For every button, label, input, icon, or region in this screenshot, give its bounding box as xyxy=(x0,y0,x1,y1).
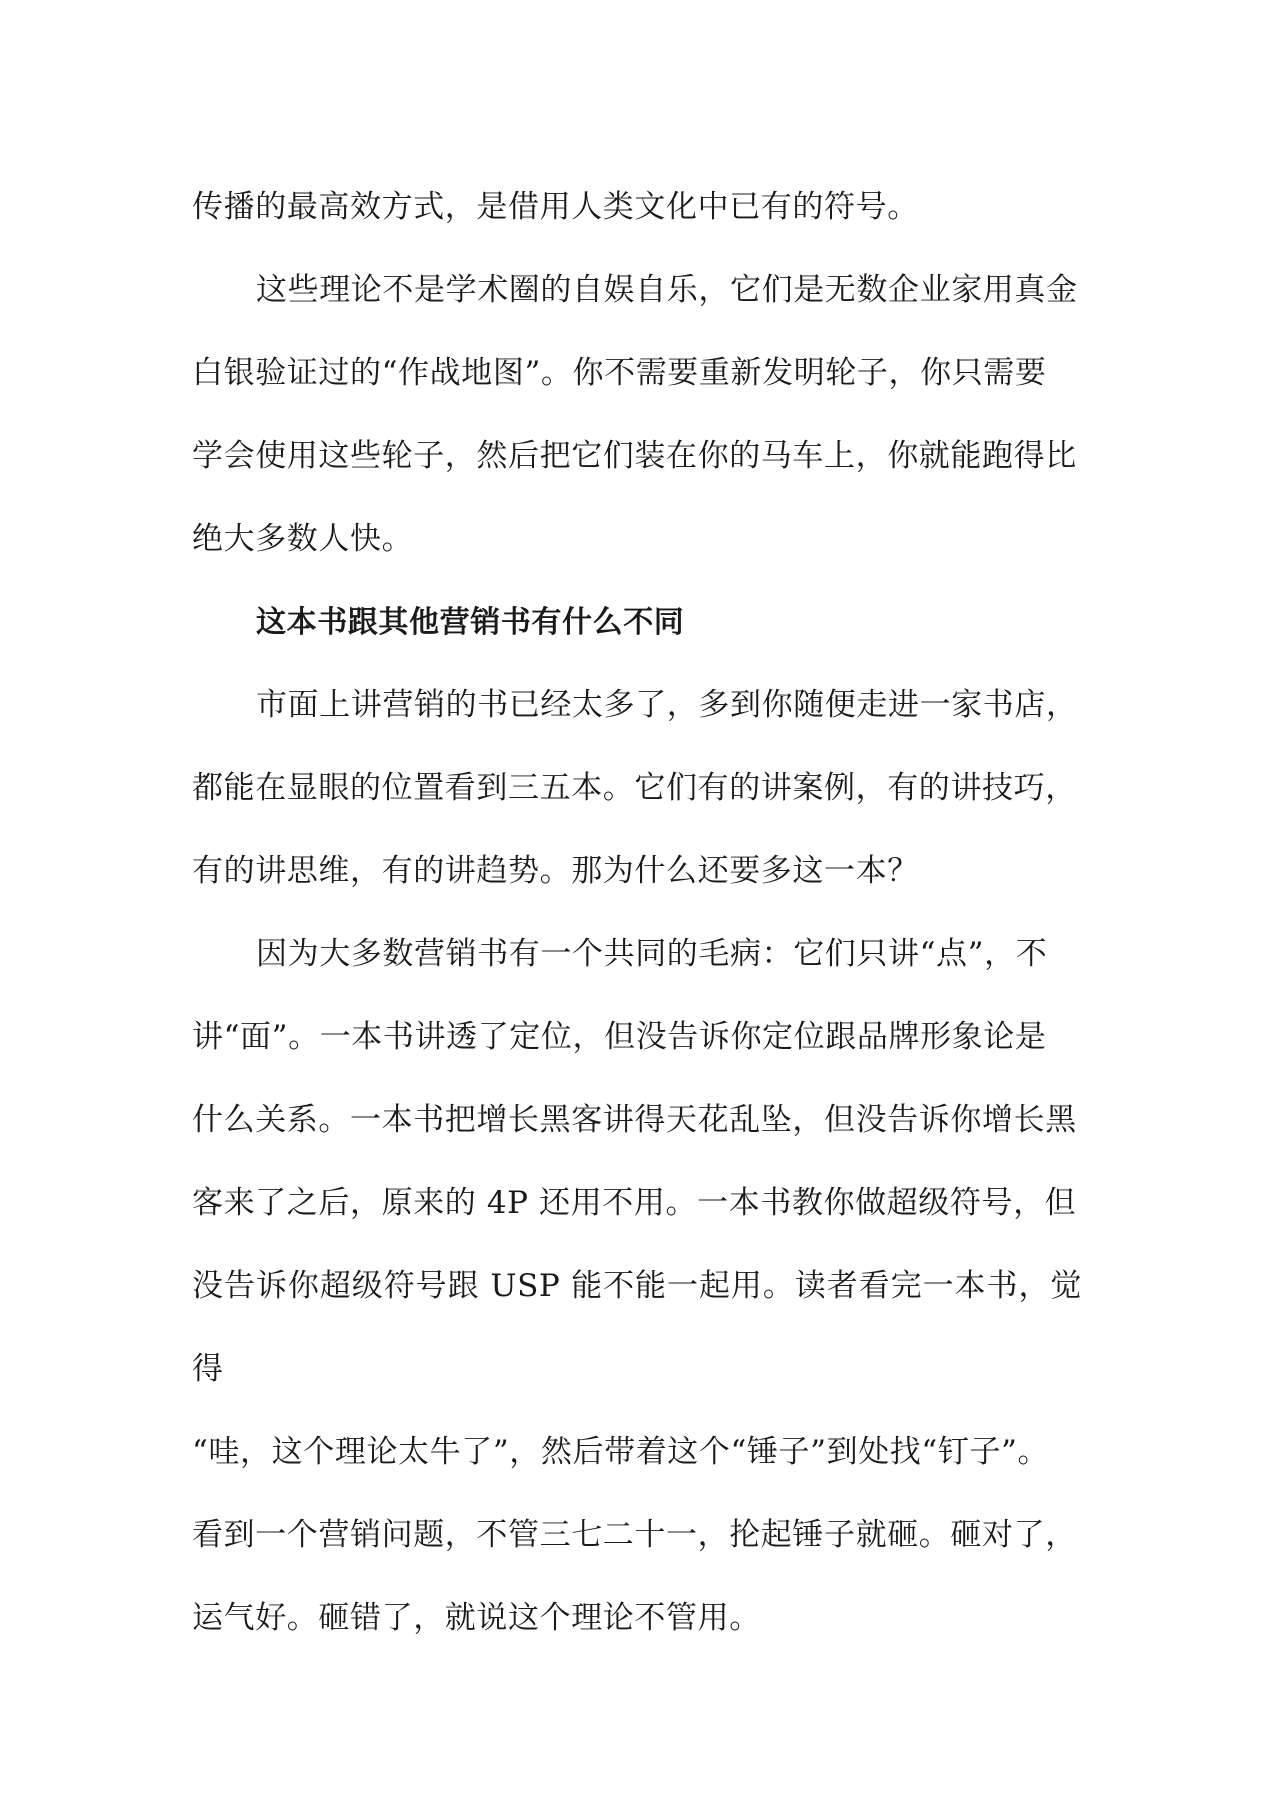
paragraph-continuation: 传播的最高效方式，是借用人类文化中已有的符号。 xyxy=(192,189,919,225)
paragraph-common-flaw: 因为大多数营销书有一个共同的毛病：它们只讲“点”，不 讲“面”。一本书讲透了定位，但没告诉你定位跟品牌形象论是 什么关系。一本书把增长黑客讲得天花乱坠，但没告诉你增长黑 客来了之后，原来的 4P 还用不用。一本书教你做超级符号，但 没告诉你超级符号跟 USP 能不能一起用。读者看完一本书，觉得 “哇，这个理论太牛了”，然后带着这个“锤子”到处找“钉子”。 看到一个营销问题，不管三七二十一，抡起锤子就砸。砸对了， 运气好。砸错了，就说这个理论不管用。 xyxy=(192,936,1082,1636)
section-heading: 这本书跟其他营销书有什么不同 xyxy=(256,605,685,640)
paragraph-market-books: 市面上讲营销的书已经太多了，多到你随便走进一家书店， 都能在显眼的位置看到三五本。它们有的讲案例，有的讲技巧， 有的讲思维，有的讲趋势。那为什么还要多这一本？ xyxy=(192,687,1078,889)
document-body xyxy=(192,166,1082,1660)
paragraph-theories: 这些理论不是学术圈的自娱自乐，它们是无数企业家用真金 白银验证过的“作战地图”。你不需要重新发明轮子，你只需要 学会使用这些轮子，然后把它们装在你的马车上，你就能跑得比 绝大多数人快。 xyxy=(192,272,1078,557)
